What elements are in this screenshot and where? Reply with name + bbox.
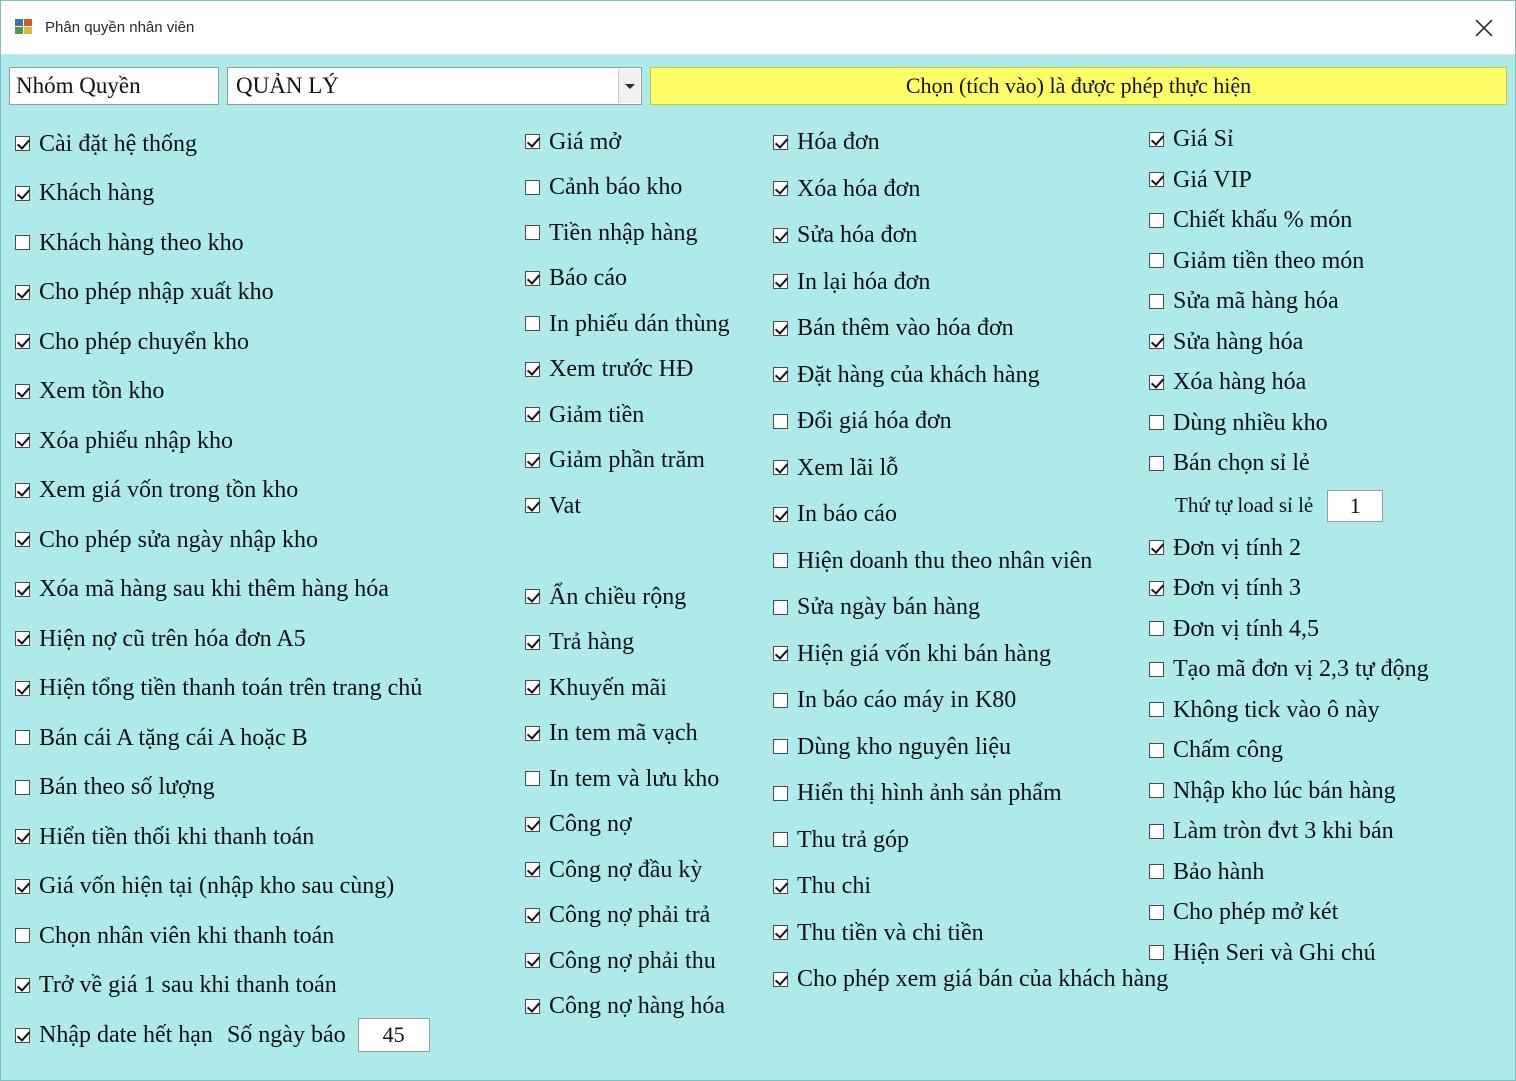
permission-label: Xem trước HĐ	[549, 356, 694, 383]
checkbox-unchecked-icon[interactable]	[773, 832, 788, 847]
checkbox-unchecked-icon[interactable]	[525, 225, 540, 240]
checkbox-checked-icon[interactable]	[15, 433, 30, 448]
permission-checkbox-row[interactable]	[773, 538, 1155, 585]
permission-checkbox-row[interactable]	[525, 984, 773, 1030]
permission-checkbox-row[interactable]	[15, 119, 525, 169]
permission-group-value: QUẢN LÝ	[236, 73, 339, 98]
checkbox-checked-icon[interactable]	[773, 460, 788, 475]
checkbox-checked-icon[interactable]	[15, 186, 30, 201]
checkbox-checked-icon[interactable]	[525, 271, 540, 286]
permission-label: Đơn vị tính 2	[1173, 534, 1302, 561]
permission-label: In báo cáo	[797, 501, 897, 528]
permission-checkbox-row[interactable]	[1149, 281, 1509, 322]
permission-label: Xem giá vốn trong tồn kho	[39, 477, 299, 504]
permission-checkbox-row[interactable]	[525, 847, 773, 893]
checkbox-checked-icon[interactable]	[773, 507, 788, 522]
checkbox-unchecked-icon[interactable]	[525, 316, 540, 331]
checkbox-checked-icon[interactable]	[525, 362, 540, 377]
permission-checkbox-row[interactable]	[525, 119, 773, 165]
permission-checkbox-row[interactable]	[773, 212, 1155, 259]
permission-label: Giá mở	[549, 128, 622, 155]
permission-label: Sửa ngày bán hàng	[797, 594, 980, 621]
column-two	[525, 119, 773, 1029]
permission-checkbox-row[interactable]	[1149, 852, 1509, 893]
checkbox-checked-icon[interactable]	[1149, 334, 1164, 349]
checkbox-checked-icon[interactable]	[15, 1028, 30, 1043]
permission-label: Công nợ phải trả	[549, 902, 711, 929]
permission-label: Bán theo số lượng	[39, 774, 215, 801]
permission-checkbox-row[interactable]	[15, 169, 525, 219]
permission-checkbox-row[interactable]	[773, 166, 1155, 213]
close-icon[interactable]	[1461, 8, 1507, 48]
checkbox-unchecked-icon[interactable]	[1149, 621, 1164, 636]
permission-label: Cảnh báo kho	[549, 174, 683, 201]
permission-group-select[interactable]	[227, 67, 642, 105]
permission-checkbox-row[interactable]	[773, 445, 1155, 492]
permission-label: Sửa mã hàng hóa	[1173, 288, 1339, 315]
permissions-columns	[1, 119, 1515, 1080]
permission-label: Báo cáo	[549, 265, 627, 292]
permission-label: Giảm tiền theo món	[1173, 247, 1365, 274]
checkbox-checked-icon[interactable]	[773, 367, 788, 382]
checkbox-unchecked-icon[interactable]	[1149, 702, 1164, 717]
checkbox-unchecked-icon[interactable]	[1149, 864, 1164, 879]
checkbox-unchecked-icon[interactable]	[525, 771, 540, 786]
permission-label: Sửa hóa đơn	[797, 222, 918, 249]
permission-checkbox-row[interactable]	[525, 893, 773, 939]
checkbox-checked-icon[interactable]	[15, 136, 30, 151]
permission-label: Xóa mã hàng sau khi thêm hàng hóa	[39, 576, 389, 603]
permission-checkbox-row[interactable]	[15, 466, 525, 516]
checkbox-checked-icon[interactable]	[15, 582, 30, 597]
permission-label: Đặt hàng của khách hàng	[797, 361, 1040, 388]
permission-checkbox-row[interactable]	[1149, 322, 1509, 363]
permission-checkbox-row[interactable]	[1149, 403, 1509, 444]
permission-label: In báo cáo máy in K80	[797, 687, 1017, 714]
checkbox-checked-icon[interactable]	[773, 646, 788, 661]
permission-checkbox-row[interactable]	[1149, 649, 1509, 690]
checkbox-checked-icon[interactable]	[15, 483, 30, 498]
permission-checkbox-row[interactable]	[1149, 443, 1509, 484]
checkbox-unchecked-icon[interactable]	[525, 180, 540, 195]
permission-checkbox-row[interactable]	[773, 863, 1155, 910]
permission-label: Vat	[549, 492, 581, 519]
permission-checkbox-row[interactable]	[1149, 241, 1509, 282]
permission-label: Cài đặt hệ thống	[39, 130, 197, 157]
permission-label: Cho phép xem giá bán của khách hàng	[797, 966, 1169, 993]
permission-checkbox-row[interactable]	[15, 664, 525, 714]
checkbox-unchecked-icon[interactable]	[1149, 905, 1164, 920]
permission-label: Bảo hành	[1173, 858, 1265, 885]
checkbox-unchecked-icon[interactable]	[773, 553, 788, 568]
checkbox-checked-icon[interactable]	[15, 334, 30, 349]
permission-checkbox-row[interactable]	[525, 210, 773, 256]
permission-checkbox-row[interactable]	[15, 763, 525, 813]
permission-checkbox-row[interactable]	[15, 317, 525, 367]
checkbox-unchecked-icon[interactable]	[773, 600, 788, 615]
permission-label: Ẩn chiều rộng	[549, 583, 687, 610]
checkbox-checked-icon[interactable]	[773, 274, 788, 289]
permission-checkbox-row[interactable]	[525, 347, 773, 393]
permission-checkbox-row[interactable]	[1149, 609, 1509, 650]
checkbox-unchecked-icon[interactable]	[15, 235, 30, 250]
checkbox-checked-icon[interactable]	[525, 953, 540, 968]
permission-label: Giảm tiền	[549, 401, 645, 428]
title-bar	[1, 1, 1515, 55]
permission-label: Khách hàng theo kho	[39, 229, 244, 256]
permission-checkbox-row[interactable]	[525, 438, 773, 484]
checkbox-checked-icon[interactable]	[1149, 132, 1164, 147]
permission-checkbox-row[interactable]	[15, 367, 525, 417]
permission-checkbox-row[interactable]	[1149, 160, 1509, 201]
permission-label: Bán chọn sỉ lẻ	[1173, 450, 1310, 477]
permission-checkbox-row[interactable]	[15, 911, 525, 961]
permission-checkbox-row[interactable]	[773, 398, 1155, 445]
column-spacer	[525, 529, 773, 575]
permission-label: Giá VIP	[1173, 166, 1252, 193]
permission-label: Xóa hàng hóa	[1173, 369, 1307, 396]
si-le-load-order-row[interactable]	[1149, 484, 1509, 528]
permission-label: Cho phép mở két	[1173, 899, 1339, 926]
checkbox-unchecked-icon[interactable]	[1149, 415, 1164, 430]
checkbox-checked-icon[interactable]	[15, 829, 30, 844]
checkbox-unchecked-icon[interactable]	[1149, 783, 1164, 798]
checkbox-checked-icon[interactable]	[525, 407, 540, 422]
permission-checkbox-row[interactable]	[773, 817, 1155, 864]
checkbox-checked-icon[interactable]	[525, 635, 540, 650]
checkbox-unchecked-icon[interactable]	[773, 739, 788, 754]
permission-label: Đổi giá hóa đơn	[797, 408, 952, 435]
checkbox-checked-icon[interactable]	[773, 925, 788, 940]
checkbox-checked-icon[interactable]	[1149, 581, 1164, 596]
permission-label: Cho phép sửa ngày nhập kho	[39, 526, 318, 553]
permission-label: Đơn vị tính 4,5	[1173, 615, 1320, 642]
checkbox-checked-icon[interactable]	[773, 879, 788, 894]
checkbox-checked-icon[interactable]	[15, 532, 30, 547]
permission-checkbox-row[interactable]	[1149, 200, 1509, 241]
permission-checkbox-row[interactable]	[773, 584, 1155, 631]
permission-label: In tem mã vạch	[549, 720, 698, 747]
checkbox-checked-icon[interactable]	[525, 999, 540, 1014]
checkbox-checked-icon[interactable]	[525, 589, 540, 604]
checkbox-checked-icon[interactable]	[15, 681, 30, 696]
checkbox-unchecked-icon[interactable]	[1149, 945, 1164, 960]
checkbox-checked-icon[interactable]	[525, 726, 540, 741]
permission-checkbox-row[interactable]	[1149, 730, 1509, 771]
checkbox-unchecked-icon[interactable]	[773, 693, 788, 708]
warning-days-label: Số ngày báo	[226, 1022, 346, 1048]
permission-label: Xóa phiếu nhập kho	[39, 427, 233, 454]
checkbox-checked-icon[interactable]	[1149, 375, 1164, 390]
permission-checkbox-row[interactable]	[525, 574, 773, 620]
permission-checkbox-row[interactable]	[773, 631, 1155, 678]
permission-checkbox-row[interactable]	[1149, 811, 1509, 852]
checkbox-checked-icon[interactable]	[15, 285, 30, 300]
checkbox-unchecked-icon[interactable]	[15, 780, 30, 795]
permission-label: Hiển tiền thối khi thanh toán	[39, 823, 315, 850]
checkbox-checked-icon[interactable]	[525, 453, 540, 468]
permission-label: Hiện giá vốn khi bán hàng	[797, 640, 1051, 667]
checkbox-unchecked-icon[interactable]	[1149, 294, 1164, 309]
permission-label: Hiện tổng tiền thanh toán trên trang chủ	[39, 675, 423, 702]
permission-label: Đơn vị tính 3	[1173, 575, 1302, 602]
checkbox-checked-icon[interactable]	[525, 817, 540, 832]
checkbox-checked-icon[interactable]	[773, 181, 788, 196]
permission-label: Hiện doanh thu theo nhân viên	[797, 547, 1093, 574]
permission-label: Công nợ	[549, 811, 632, 838]
permission-label: Không tick vào ô này	[1173, 696, 1380, 723]
checkbox-unchecked-icon[interactable]	[1149, 213, 1164, 228]
si-le-load-order-label: Thứ tự load sỉ lẻ	[1175, 493, 1314, 517]
permission-checkbox-row[interactable]	[15, 862, 525, 912]
checkbox-unchecked-icon[interactable]	[1149, 456, 1164, 471]
permission-label: Xem lãi lỗ	[797, 454, 899, 481]
toolbar	[9, 67, 1507, 105]
permission-label: Thu chi	[797, 873, 871, 900]
checkbox-checked-icon[interactable]	[773, 321, 788, 336]
checkbox-unchecked-icon[interactable]	[1149, 824, 1164, 839]
permission-label: Trở về giá 1 sau khi thanh toán	[39, 972, 337, 999]
checkbox-checked-icon[interactable]	[1149, 172, 1164, 187]
permission-label: Tiền nhập hàng	[549, 219, 698, 246]
expiry-date-row[interactable]	[15, 1010, 525, 1060]
checkbox-unchecked-icon[interactable]	[15, 730, 30, 745]
permission-label: Tạo mã đơn vị 2,3 tự động	[1173, 656, 1429, 683]
checkbox-unchecked-icon[interactable]	[773, 786, 788, 801]
checkbox-checked-icon[interactable]	[773, 228, 788, 243]
permission-label: In phiếu dán thùng	[549, 310, 730, 337]
permission-label: Bán cái A tặng cái A hoặc B	[39, 724, 308, 751]
permission-checkbox-row[interactable]	[1149, 362, 1509, 403]
permission-checkbox-row[interactable]	[15, 416, 525, 466]
permission-checkbox-row[interactable]	[525, 756, 773, 802]
checkbox-unchecked-icon[interactable]	[1149, 253, 1164, 268]
permission-label: Xem tồn kho	[39, 378, 165, 405]
permission-label: Công nợ đầu kỳ	[549, 856, 703, 883]
permission-checkbox-row[interactable]	[773, 259, 1155, 306]
permission-label: Trả hàng	[549, 629, 635, 656]
permission-checkbox-row[interactable]	[525, 165, 773, 211]
chevron-down-icon[interactable]	[618, 69, 640, 103]
info-banner: Chọn (tích vào) là được phép thực hiện	[650, 67, 1507, 105]
permission-label: Xóa hóa đơn	[797, 175, 921, 202]
checkbox-unchecked-icon[interactable]	[1149, 662, 1164, 677]
permission-label: Chấm công	[1173, 737, 1283, 764]
checkbox-checked-icon[interactable]	[525, 498, 540, 513]
permission-label: Hóa đơn	[797, 129, 880, 156]
permission-label: Nhập date hết hạn	[39, 1022, 213, 1048]
checkbox-checked-icon[interactable]	[525, 680, 540, 695]
permission-checkbox-row[interactable]	[525, 620, 773, 666]
permission-checkbox-row[interactable]	[15, 565, 525, 615]
permission-label: Sửa hàng hóa	[1173, 328, 1304, 355]
permission-label: Giá vốn hiện tại (nhập kho sau cùng)	[39, 873, 395, 900]
column-three	[773, 119, 1169, 1003]
app-window-icon	[15, 19, 35, 37]
permission-checkbox-row[interactable]	[525, 802, 773, 848]
permission-label: Hiện nợ cũ trên hóa đơn A5	[39, 625, 306, 652]
si-le-load-order-input[interactable]: 1	[1327, 490, 1383, 522]
permission-checkbox-row[interactable]	[15, 218, 525, 268]
permission-label: Dùng kho nguyên liệu	[797, 733, 1011, 760]
permission-checkbox-row[interactable]	[525, 938, 773, 984]
warning-days-input[interactable]: 45	[358, 1018, 430, 1052]
group-label: Nhóm Quyền	[9, 67, 219, 105]
permission-checkbox-row[interactable]	[525, 711, 773, 757]
permission-label: Nhập kho lúc bán hàng	[1173, 777, 1396, 804]
permission-checkbox-row[interactable]	[773, 491, 1155, 538]
permission-checkbox-row[interactable]	[1149, 892, 1509, 933]
permission-checkbox-row[interactable]	[773, 724, 1155, 771]
permission-checkbox-row[interactable]	[773, 677, 1155, 724]
permission-checkbox-row[interactable]	[773, 910, 1155, 957]
permission-label: Chiết khấu % món	[1173, 207, 1353, 234]
permission-label: Cho phép chuyển kho	[39, 328, 249, 355]
permission-checkbox-row[interactable]	[1149, 771, 1509, 812]
permission-label: Bán thêm vào hóa đơn	[797, 315, 1014, 342]
permission-label: Dùng nhiều kho	[1173, 409, 1328, 436]
permission-label: Khuyến mãi	[549, 674, 667, 701]
checkbox-unchecked-icon[interactable]	[773, 414, 788, 429]
permission-checkbox-row[interactable]	[525, 483, 773, 529]
permission-label: Thu trả góp	[797, 826, 909, 853]
permission-label: Làm tròn đvt 3 khi bán	[1173, 818, 1394, 845]
permission-checkbox-row[interactable]	[1149, 119, 1509, 160]
permission-label: Công nợ hàng hóa	[549, 993, 726, 1020]
permission-checkbox-row[interactable]	[773, 305, 1155, 352]
permission-label: Thu tiền và chi tiền	[797, 919, 984, 946]
permission-checkbox-row[interactable]	[525, 665, 773, 711]
permission-label: Giảm phần trăm	[549, 447, 705, 474]
permission-checkbox-row[interactable]	[15, 812, 525, 862]
permission-label: Hiển thị hình ảnh sản phẩm	[797, 780, 1062, 807]
permission-checkbox-row[interactable]	[773, 119, 1155, 166]
permission-label: Công nợ phải thu	[549, 947, 716, 974]
permission-checkbox-row[interactable]	[525, 392, 773, 438]
permission-checkbox-row[interactable]	[773, 956, 1169, 1003]
checkbox-unchecked-icon[interactable]	[15, 928, 30, 943]
permission-checkbox-row[interactable]	[773, 770, 1155, 817]
permission-checkbox-row[interactable]	[15, 268, 525, 318]
checkbox-checked-icon[interactable]	[773, 135, 788, 150]
permission-checkbox-row[interactable]	[1149, 568, 1509, 609]
permission-label: In tem và lưu kho	[549, 765, 720, 792]
permission-checkbox-row[interactable]	[1149, 528, 1509, 569]
checkbox-checked-icon[interactable]	[1149, 540, 1164, 555]
permission-checkbox-row[interactable]	[15, 961, 525, 1011]
checkbox-checked-icon[interactable]	[773, 972, 788, 987]
permission-label: In lại hóa đơn	[797, 268, 931, 295]
permission-checkbox-row[interactable]	[1149, 933, 1509, 974]
permission-checkbox-row[interactable]	[1149, 690, 1509, 731]
checkbox-checked-icon[interactable]	[15, 978, 30, 993]
permission-checkbox-row[interactable]	[525, 256, 773, 302]
checkbox-checked-icon[interactable]	[525, 862, 540, 877]
checkbox-checked-icon[interactable]	[525, 134, 540, 149]
permission-checkbox-row[interactable]	[15, 614, 525, 664]
permission-checkbox-row[interactable]	[15, 713, 525, 763]
permission-label: Chọn nhân viên khi thanh toán	[39, 922, 335, 949]
column-one	[15, 119, 525, 1060]
permission-label: Cho phép nhập xuất kho	[39, 279, 274, 306]
window-title: Phân quyền nhân viên	[45, 19, 195, 36]
permission-label: Khách hàng	[39, 180, 155, 207]
permission-label: Giá Sỉ	[1173, 126, 1234, 153]
permission-checkbox-row[interactable]	[773, 352, 1155, 399]
checkbox-checked-icon[interactable]	[15, 631, 30, 646]
checkbox-unchecked-icon[interactable]	[1149, 743, 1164, 758]
checkbox-checked-icon[interactable]	[15, 384, 30, 399]
checkbox-checked-icon[interactable]	[15, 879, 30, 894]
permission-checkbox-row[interactable]	[525, 301, 773, 347]
checkbox-checked-icon[interactable]	[525, 908, 540, 923]
permission-checkbox-row[interactable]	[15, 515, 525, 565]
permission-label: Hiện Seri và Ghi chú	[1173, 939, 1376, 966]
column-four	[1149, 119, 1509, 973]
